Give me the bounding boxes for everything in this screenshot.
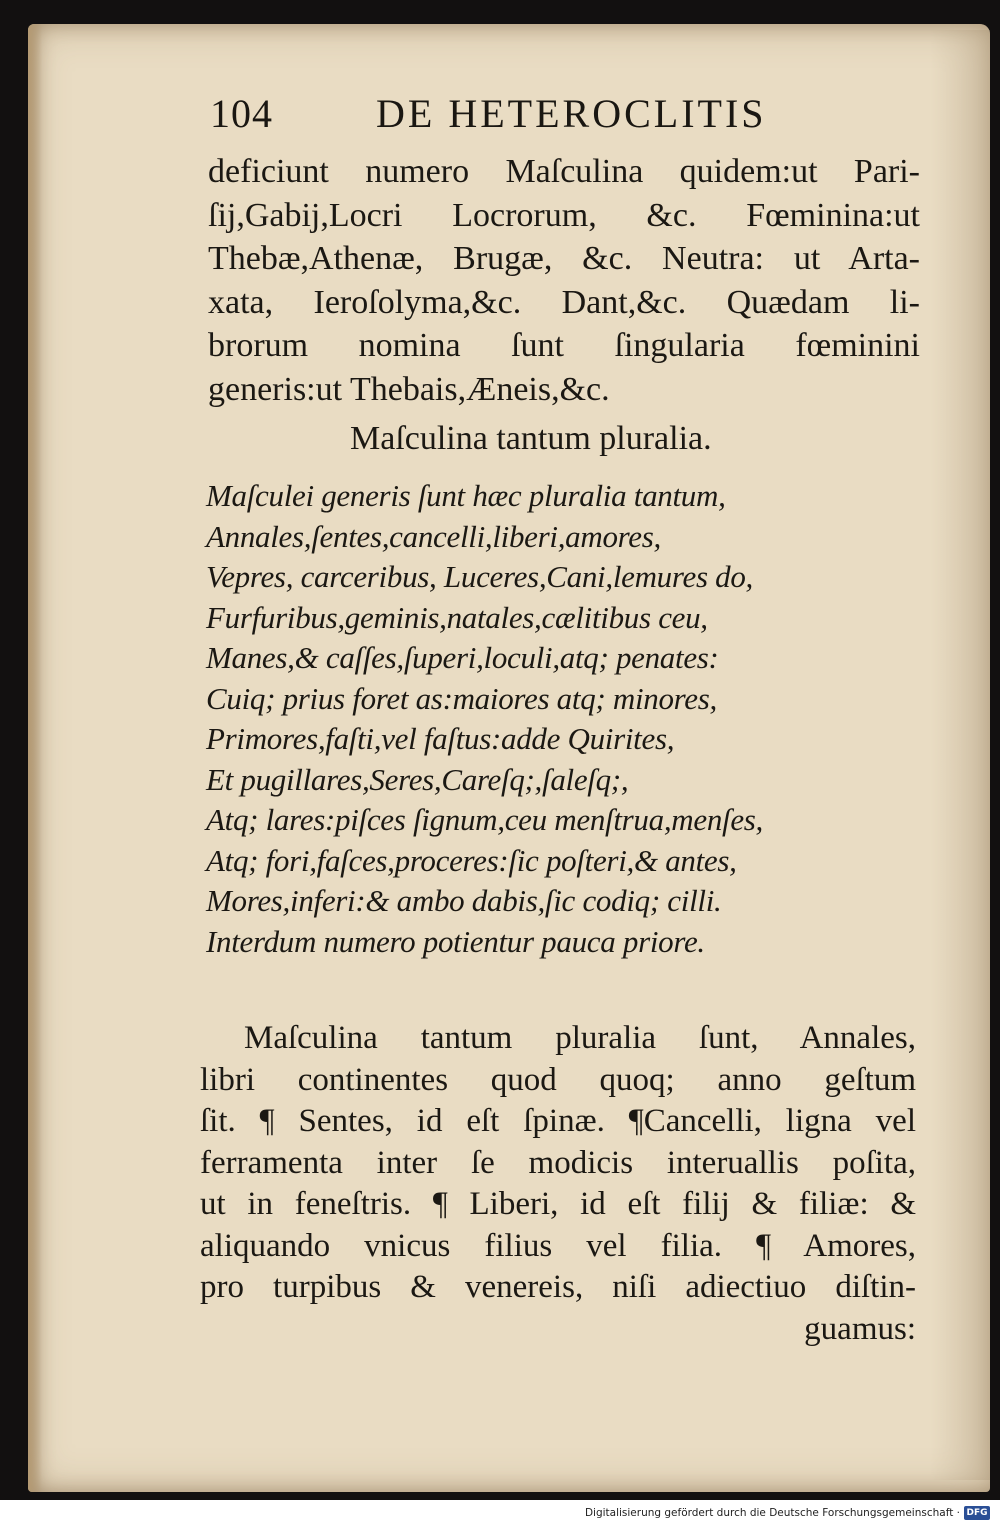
verse-line: Annales,ſentes,cancelli,liberi,amores,	[206, 518, 661, 554]
intro-line: ſij,Gabij,Locri Locrorum, &c. Fœminina:ut	[208, 196, 920, 234]
verse-line: Interdum numero potientur pauca priore.	[206, 923, 705, 959]
verse-line: Cuiq; prius foret as:maiores atq; minores,	[206, 680, 717, 716]
commentary-line: ut in feneſtris. ¶ Liberi, id eſt filij & filiæ: &	[200, 1186, 916, 1222]
page-gutter-shadow	[28, 24, 42, 1492]
commentary-paragraph	[200, 1018, 916, 1350]
intro-line: brorum nomina ſunt ſingularia fœminini	[208, 327, 920, 364]
intro-line: xata, Ieroſolyma,&c. Dant,&c. Quædam li-	[208, 283, 920, 321]
commentary-line: aliquando vnicus filius vel filia. ¶ Amores,	[200, 1227, 916, 1264]
intro-paragraph	[208, 150, 920, 411]
verse-line: Atq; lares:piſces ſignum,ceu menſtrua,menſes,	[206, 802, 764, 837]
digitization-footer	[0, 1500, 1000, 1527]
commentary-line: pro turpibus & venereis, niſi adiectiuo diſtin-	[200, 1269, 916, 1305]
verse-line: Atq; fori,faſces,proceres:ſic poſteri,& antes,	[206, 842, 737, 878]
verse-block	[206, 476, 918, 962]
section-heading: Maſculina tantum pluralia.	[350, 420, 712, 457]
commentary-catchword: guamus:	[804, 1310, 916, 1347]
intro-line: generis:ut Thebais,Æneis,&c.	[208, 370, 610, 408]
funding-credit: Digitalisierung gefördert durch die Deutsche Forschungsgemeinschaft ·	[584, 1507, 960, 1519]
intro-line: Thebæ,Athenæ, Brugæ, &c. Neutra: ut Arta-	[208, 240, 920, 277]
commentary-line: libri continentes quod quoq; anno geſtum	[200, 1061, 916, 1098]
running-head	[210, 90, 870, 150]
commentary-line: ferramenta inter ſe modicis interuallis poſita,	[200, 1144, 916, 1181]
commentary-line: Maſculina tantum pluralia ſunt, Annales,	[244, 1020, 916, 1056]
verse-line: Maſculei generis ſunt hæc pluralia tantum,	[206, 478, 726, 513]
running-head-title: DE HETEROCLITIS	[376, 91, 767, 136]
verse-line: Furfuribus,geminis,natales,cælitibus ceu,	[206, 599, 708, 635]
intro-line: deficiunt numero Maſculina quidem:ut Pari-	[208, 153, 920, 190]
verse-line: Primores,faſti,vel faſtus:adde Quirites,	[206, 721, 675, 756]
verse-line: Vepres, carceribus, Luceres,Cani,lemures do,	[206, 559, 754, 594]
page-number: 104	[210, 91, 273, 136]
verse-line: Et pugillares,Seres,Careſq;,ſaleſq;,	[206, 761, 629, 797]
verse-line: Manes,& caſſes,ſuperi,loculi,atq; penates:	[206, 640, 719, 675]
page-bleed-through	[930, 30, 990, 1480]
dfg-logo-icon: DFG	[964, 1506, 990, 1520]
verse-line: Mores,inferi:& ambo dabis,ſic codiq; cilli.	[206, 883, 722, 918]
commentary-line: ſit. ¶ Sentes, id eſt ſpinæ. ¶Cancelli, ligna vel	[200, 1103, 916, 1139]
